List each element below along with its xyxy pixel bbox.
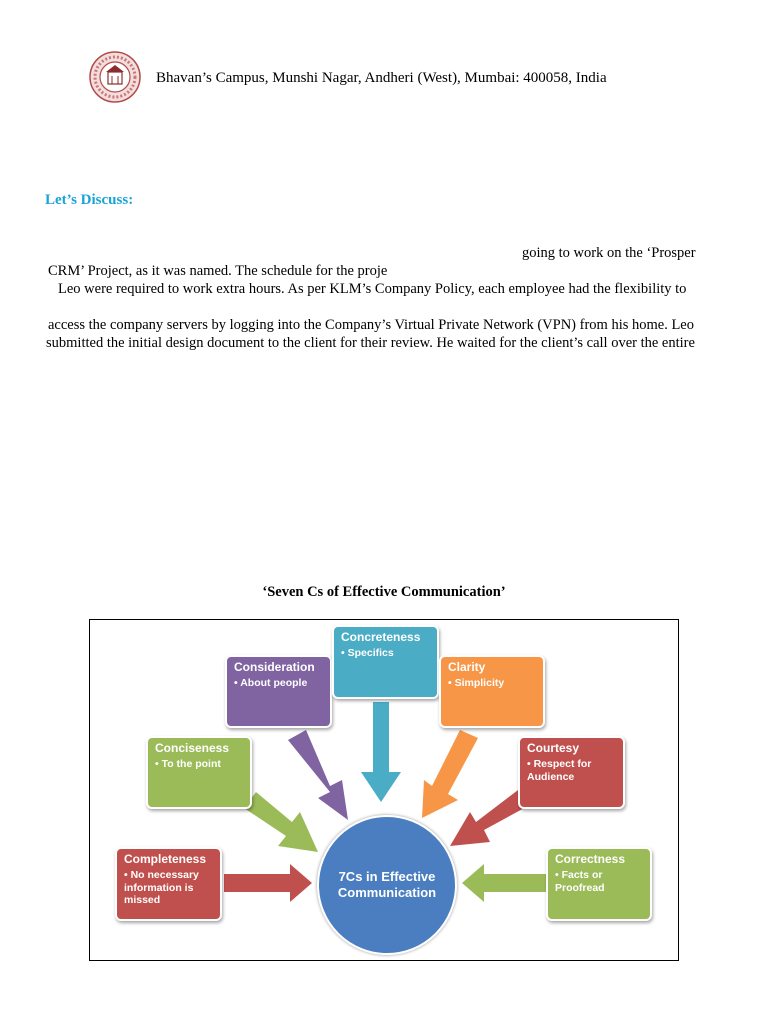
box-conciseness-title: Conciseness [155,741,230,755]
box-courtesy-title: Courtesy [527,741,580,755]
arrow-clarity [422,730,478,818]
box-clarity-text: • Simplicity [448,677,505,689]
box-consideration-title: Consideration [234,660,315,674]
arrow-courtesy [450,790,528,846]
paragraph-line-5: submitted the initial design document to the client for their review. He waited for the client’s call over the entire [46,335,695,351]
box-concreteness-title: Concreteness [341,630,421,644]
arrow-concreteness [361,702,401,802]
box-correctness-text: • Facts or Proofread [555,869,605,894]
box-concreteness [332,625,439,699]
box-correctness-title: Correctness [555,852,626,866]
box-consideration-text: • About people [234,677,308,689]
paragraph-line-2: CRM’ Project, as it was named. The schedule for the proje [48,263,388,279]
hub-line-2: Communication [337,885,437,900]
box-courtesy [518,736,625,809]
box-completeness [115,847,222,921]
box-conciseness [146,736,252,809]
box-consideration [225,655,332,728]
box-clarity [439,655,545,728]
section-heading: Let’s Discuss: [45,192,134,208]
arrow-correctness [462,864,546,902]
arrow-consideration [288,730,348,820]
paragraph-line-1: going to work on the ‘Prosper [522,245,696,261]
paragraph-line-4: access the company servers by logging into the Company’s Virtual Private Network (VPN) from his home. Leo [48,317,694,333]
arrow-conciseness [244,792,318,852]
arrow-completeness [224,864,312,902]
paragraph-line-3: Leo were required to work extra hours. As per KLM’s Company Policy, each employee had the flexibility to [58,281,687,297]
box-clarity-title: Clarity [448,660,486,674]
hub-line-1: 7Cs in Effective [338,868,436,884]
box-concreteness-text: • Specifics [341,647,394,659]
hub-circle [317,815,457,955]
box-completeness-text: • No necessary information is missed [124,869,199,907]
institute-address: Bhavan’s Campus, Munshi Nagar, Andheri (West), Mumbai: 400058, India [156,70,607,86]
box-correctness [546,847,652,921]
figure-title: ‘Seven Cs of Effective Communication’ [262,584,506,600]
box-conciseness-text: • To the point [155,758,221,770]
box-completeness-title: Completeness [124,852,207,866]
box-courtesy-text: • Respect for Audience [527,758,592,783]
